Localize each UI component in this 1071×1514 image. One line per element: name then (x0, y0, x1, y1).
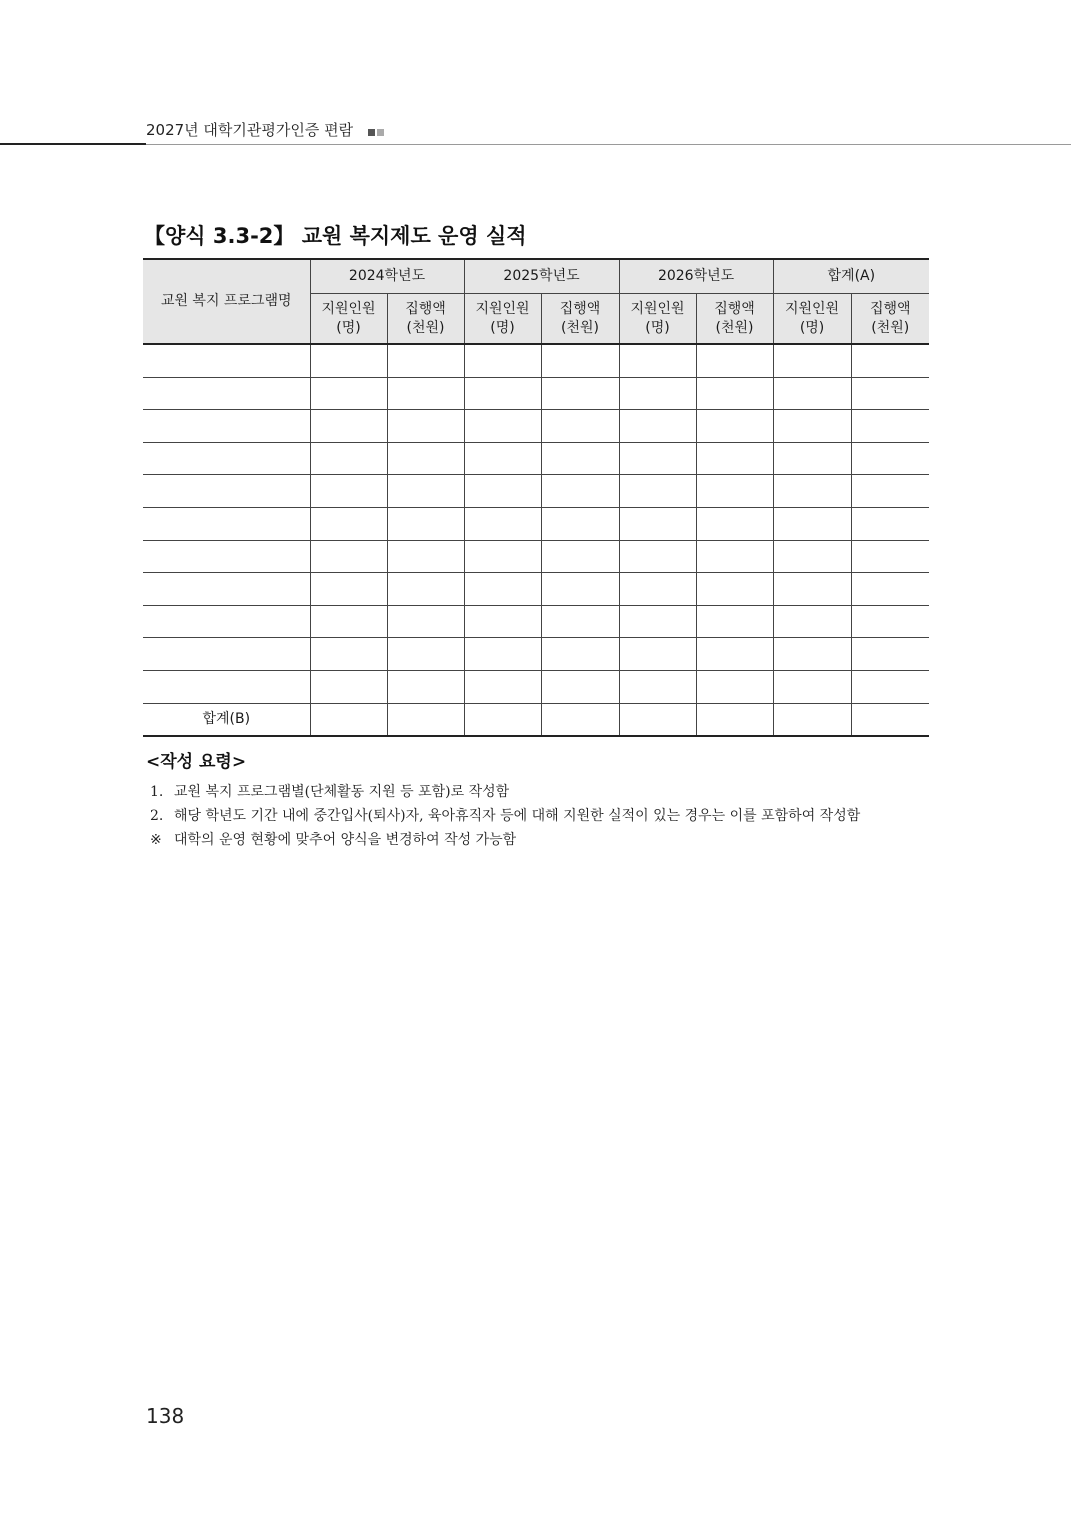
total-b-row (143, 703, 929, 736)
table-cell[interactable] (387, 670, 464, 703)
table-cell[interactable] (696, 540, 773, 573)
program-name-cell[interactable] (143, 605, 310, 638)
note-marker: 2. (150, 808, 164, 824)
table-cell[interactable] (310, 475, 387, 508)
table-cell[interactable] (773, 377, 851, 410)
table-cell[interactable] (619, 475, 696, 508)
table-cell[interactable] (310, 670, 387, 703)
program-name-cell[interactable] (143, 507, 310, 540)
table-cell[interactable] (310, 507, 387, 540)
table-cell[interactable] (773, 573, 851, 606)
table-cell[interactable] (696, 605, 773, 638)
table-cell[interactable] (464, 573, 541, 606)
table-cell[interactable] (619, 410, 696, 443)
running-header-title: 2027년 대학기관평가인증 편람 (146, 121, 354, 139)
table-row (143, 540, 929, 573)
table-cell[interactable] (619, 442, 696, 475)
table-cell[interactable] (387, 475, 464, 508)
program-name-cell[interactable] (143, 573, 310, 606)
table-cell[interactable] (541, 475, 619, 508)
amount-header-unit: (천원) (715, 319, 754, 336)
table-cell[interactable] (464, 540, 541, 573)
table-cell[interactable] (541, 442, 619, 475)
table-cell[interactable] (387, 344, 464, 377)
total-a-header: 합계(A) (773, 259, 929, 294)
table-cell[interactable] (851, 344, 929, 377)
table-cell[interactable] (773, 703, 851, 736)
table-cell[interactable] (464, 507, 541, 540)
table-cell[interactable] (387, 410, 464, 443)
table-row (143, 573, 929, 606)
table-cell[interactable] (696, 410, 773, 443)
table-header-row (143, 259, 929, 294)
notes-list (150, 780, 930, 852)
table-cell[interactable] (773, 540, 851, 573)
table-cell[interactable] (696, 442, 773, 475)
amount-header-unit: (천원) (406, 319, 445, 336)
table-cell[interactable] (696, 507, 773, 540)
table-cell[interactable] (464, 670, 541, 703)
people-header (619, 294, 696, 345)
table-row (143, 507, 929, 540)
table-cell[interactable] (310, 703, 387, 736)
table-cell[interactable] (773, 638, 851, 671)
table-cell[interactable] (464, 703, 541, 736)
form-title: 【양식 3.3-2】 교원 복지제도 운영 실적 (144, 224, 527, 248)
table-cell[interactable] (851, 638, 929, 671)
people-header-label: 지원인원 (784, 300, 840, 317)
amount-header-unit: (천원) (561, 319, 600, 336)
year-header-2025: 2025학년도 (464, 259, 619, 294)
note-text: 대학의 운영 현황에 맞추어 양식을 변경하여 작성 가능함 (174, 832, 517, 848)
amount-header-label: 집행액 (870, 300, 911, 317)
table-cell[interactable] (696, 344, 773, 377)
table-row (143, 377, 929, 410)
table-row (143, 605, 929, 638)
notes-title: <작성 요령> (146, 752, 247, 772)
amount-header-label: 집행액 (714, 300, 755, 317)
table-cell[interactable] (696, 703, 773, 736)
program-name-cell[interactable] (143, 377, 310, 410)
table-cell[interactable] (696, 573, 773, 606)
program-name-cell[interactable] (143, 442, 310, 475)
table-row (143, 344, 929, 377)
table-cell[interactable] (619, 377, 696, 410)
note-marker: ※ (150, 832, 162, 848)
table-cell[interactable] (464, 605, 541, 638)
amount-header-unit: (천원) (871, 319, 910, 336)
table-cell[interactable] (773, 344, 851, 377)
people-header-unit: (명) (799, 319, 825, 336)
table-cell[interactable] (619, 344, 696, 377)
table-cell[interactable] (541, 344, 619, 377)
welfare-performance-table (143, 258, 929, 737)
table-cell[interactable] (310, 410, 387, 443)
table-cell[interactable] (310, 540, 387, 573)
table-cell[interactable] (464, 475, 541, 508)
table-cell[interactable] (387, 703, 464, 736)
table-cell[interactable] (619, 573, 696, 606)
table-cell[interactable] (464, 344, 541, 377)
running-header (146, 119, 386, 140)
table-cell[interactable] (541, 540, 619, 573)
table-cell[interactable] (619, 670, 696, 703)
table-row (143, 410, 929, 443)
note-item (150, 804, 930, 828)
note-marker: 1. (150, 784, 164, 800)
table-cell[interactable] (387, 605, 464, 638)
header-rule-thick (0, 143, 146, 145)
table-cell[interactable] (773, 605, 851, 638)
people-header-unit: (명) (645, 319, 670, 336)
table-cell[interactable] (851, 540, 929, 573)
table-cell[interactable] (464, 410, 541, 443)
table-cell[interactable] (851, 475, 929, 508)
table-cell[interactable] (464, 377, 541, 410)
table-cell[interactable] (387, 638, 464, 671)
table-cell[interactable] (541, 377, 619, 410)
table-cell[interactable] (696, 670, 773, 703)
table-row (143, 670, 929, 703)
people-header (773, 294, 851, 345)
table-cell[interactable] (696, 475, 773, 508)
program-name-cell[interactable] (143, 540, 310, 573)
table-cell[interactable] (387, 540, 464, 573)
table-cell[interactable] (696, 638, 773, 671)
table-cell[interactable] (541, 573, 619, 606)
table-cell[interactable] (773, 410, 851, 443)
amount-header (541, 294, 619, 345)
note-text: 교원 복지 프로그램별(단체활동 지원 등 포함)로 작성함 (174, 784, 510, 800)
table-cell[interactable] (619, 638, 696, 671)
year-header-2024: 2024학년도 (310, 259, 464, 294)
amount-header (851, 294, 929, 345)
people-header-label: 지원인원 (630, 300, 685, 317)
people-header-unit: (명) (336, 319, 361, 336)
amount-header (387, 294, 464, 345)
table-cell[interactable] (541, 703, 619, 736)
table-cell[interactable] (310, 344, 387, 377)
people-header-label: 지원인원 (321, 300, 376, 317)
program-name-cell[interactable] (143, 410, 310, 443)
program-name-header: 교원 복지 프로그램명 (143, 259, 310, 344)
table-cell[interactable] (619, 540, 696, 573)
table-cell[interactable] (851, 377, 929, 410)
table-cell[interactable] (387, 377, 464, 410)
page-number: 138 (146, 1404, 185, 1428)
table-cell[interactable] (773, 670, 851, 703)
total-b-label: 합계(B) (143, 703, 310, 736)
people-header-label: 지원인원 (475, 300, 530, 317)
amount-header (696, 294, 773, 345)
header-rule-thin (146, 144, 1071, 145)
table-cell[interactable] (310, 377, 387, 410)
amount-header-label: 집행액 (559, 300, 601, 317)
table-cell[interactable] (696, 377, 773, 410)
table-cell[interactable] (619, 605, 696, 638)
table-cell[interactable] (851, 573, 929, 606)
table-cell[interactable] (387, 442, 464, 475)
table-body (143, 344, 929, 703)
table-cell[interactable] (541, 605, 619, 638)
note-item (150, 828, 930, 852)
table-cell[interactable] (851, 507, 929, 540)
table-cell[interactable] (541, 670, 619, 703)
people-header (310, 294, 387, 345)
table-row (143, 638, 929, 671)
table-cell[interactable] (464, 442, 541, 475)
year-header-2026: 2026학년도 (619, 259, 773, 294)
table-cell[interactable] (773, 475, 851, 508)
program-name-cell[interactable] (143, 344, 310, 377)
table-cell[interactable] (464, 638, 541, 671)
table-cell[interactable] (851, 442, 929, 475)
note-item (150, 780, 930, 804)
table-cell[interactable] (619, 703, 696, 736)
table-cell[interactable] (851, 703, 929, 736)
amount-header-label: 집행액 (405, 300, 446, 317)
program-name-cell[interactable] (143, 475, 310, 508)
people-header-unit: (명) (490, 319, 515, 336)
table-cell[interactable] (387, 507, 464, 540)
table-cell[interactable] (310, 573, 387, 606)
program-name-cell[interactable] (143, 670, 310, 703)
table-cell[interactable] (851, 605, 929, 638)
table-cell[interactable] (773, 442, 851, 475)
table-cell[interactable] (773, 507, 851, 540)
table-cell[interactable] (310, 605, 387, 638)
table-cell[interactable] (541, 507, 619, 540)
table-cell[interactable] (310, 638, 387, 671)
table-row (143, 442, 929, 475)
table-cell[interactable] (851, 670, 929, 703)
table-cell[interactable] (310, 442, 387, 475)
table-cell[interactable] (387, 573, 464, 606)
header-square-marks-icon (368, 122, 386, 140)
people-header (464, 294, 541, 345)
table-cell[interactable] (541, 410, 619, 443)
table-cell[interactable] (541, 638, 619, 671)
table-cell[interactable] (619, 507, 696, 540)
program-name-cell[interactable] (143, 638, 310, 671)
table-cell[interactable] (851, 410, 929, 443)
note-text: 해당 학년도 기간 내에 중간입사(퇴사)자, 육아휴직자 등에 대해 지원한 실적이 있는 경우는 이를 포함하여 작성함 (174, 808, 861, 824)
table-row (143, 475, 929, 508)
